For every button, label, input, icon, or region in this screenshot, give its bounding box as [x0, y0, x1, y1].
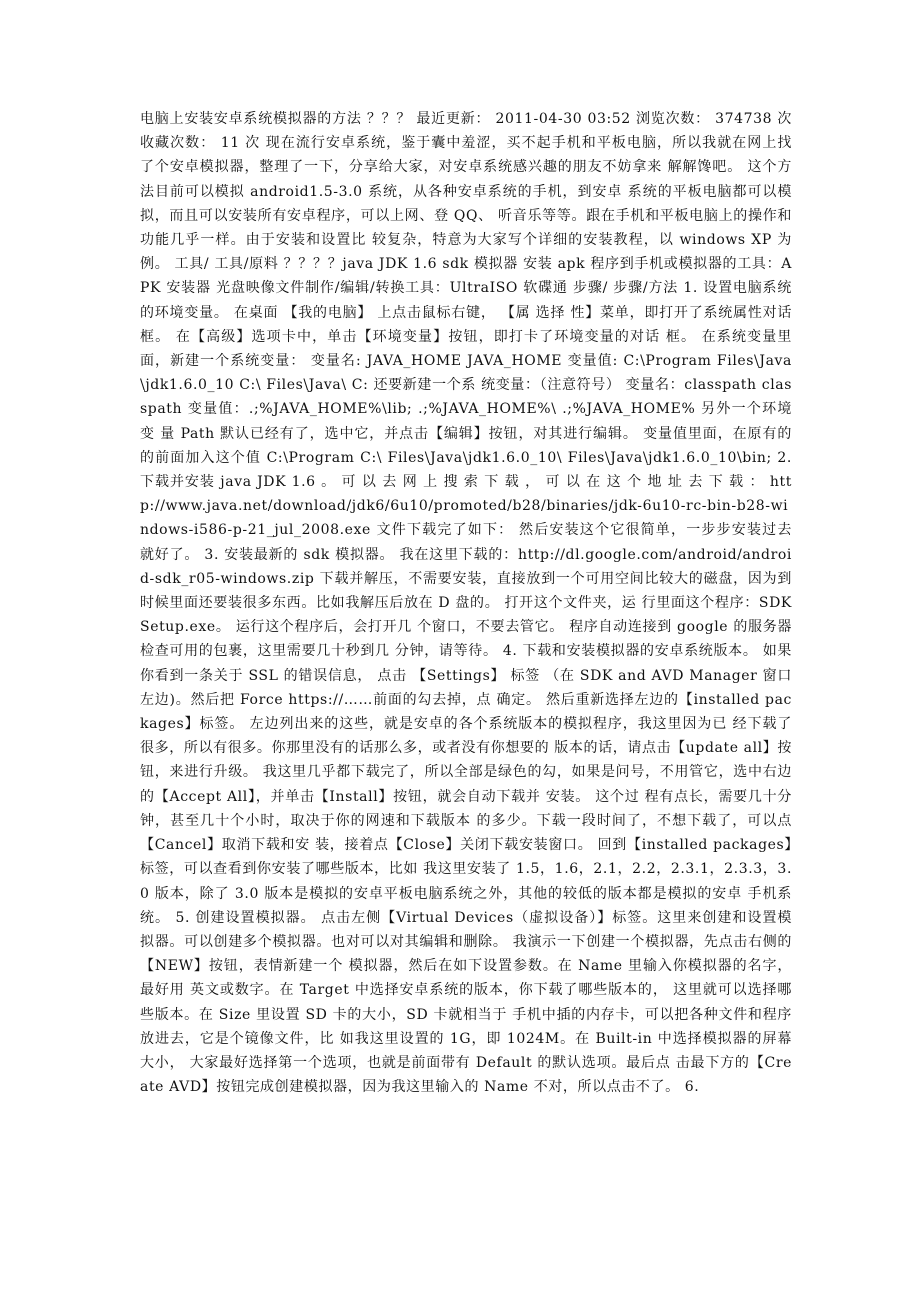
- article-paragraph: 电脑上安装安卓系统模拟器的方法 ？？？ 最近更新： 2011-04-30 03:52 浏览次数： 374738 次 收藏次数： 11 次 现在流行安卓系统，鉴于囊中羞涩，买不起手机和平板电脑，所以我就在网上找 了个安卓模拟器，整理了一下，分享给大家，对安卓系统感兴趣的朋友不妨拿来 解解馋吧。 这个方法目前可以模拟 android1.5-3.0 系统，从各种安卓系统的手机，到安卓 系统的平板电脑都可以模拟，而且可以安装所有安卓程序，可以上网、登 QQ、 听音乐等等。跟在手机和平板电脑上的操作和功能几乎一样。由于安装和设置比 较复杂，特意为大家写个详细的安装教程，以 windows XP 为例。 工具/ 工具/原料 ？？？？java JDK 1.6 sdk 模拟器 安装 apk 程序到手机或模拟器的工具：APK 安装器 光盘映像文件制作/编辑/转换工具：UltraISO 软碟通 步骤/ 步骤/方法 1. 设置电脑系统的环境变量。 在桌面 【我的电脑】 上点击鼠标右键， 【属 选择 性】菜单，即打开了系统属性对话框。 在【高级】选项卡中，单击【环境变量】按钮，即打卡了环境变量的对话 框。 在系统变量里面，新建一个系统变量： 变量名: JAVA_HOME JAVA_HOME 变量值: C:\Program Files\Java\jdk1.6.0_10 C:\ Files\Java\ C: 还要新建一个系 统变量：（注意符号） 变量名：classpath classpath 变量值：.;%JAVA_HOME%\lib; .;%JAVA_HOME%\ .;%JAVA_HOME% 另外一个环境变 量 Path 默认已经有了，选中它，并点击【编辑】按钮，对其进行编辑。 变量值里面，在原有的的前面加入这个值 C:\Program C:\ Files\Java\jdk1.6.0_10\ Files\Java\jdk1.6.0_10\bin; 2. 下载并安装 java JDK 1.6 。 可 以 去 网 上 搜 索 下 载 ， 可 以 在 这 个 地 址 去 下 载 ： http://www.java.net/download/jdk6/6u10/promoted/b28/binaries/jdk-6u10-rc-bin-b28-windows-i586-p-21_jul_2008.exe 文件下载完了如下： 然后安装这个它很简单，一步步安装过去 就好了。 3. 安装最新的 sdk 模拟器。 我在这里下载的：http://dl.google.com/android/android-sdk_r05-windows.zip 下载并解压，不需要安装，直接放到一个可用空间比较大的磁盘，因为到 时候里面还要装很多东西。比如我解压后放在 D 盘的。 打开这个文件夹，运 行里面这个程序：SDK Setup.exe。 运行这个程序后，会打开几 个窗口，不要去管它。 程序自动连接到 google 的服务器检查可用的包裹，这里需要几十秒到几 分钟，请等待。 4. 下载和安装模拟器的安卓系统版本。 如果你看到一条关于 SSL 的错误信息， 点击 【Settings】 标签 （在 SDK and AVD Manager 窗口左边)。然后把 Force https://……前面的勾去掉，点 确定。 然后重新选择左边的【installed packages】标签。 左边列出来的这些，就是安卓的各个系统版本的模拟程序，我这里因为已 经下载了很多，所以有很多。你那里没有的话那么多，或者没有你想要的 版本的话，请点击【update all】按钮，来进行升级。 我这里几乎都下载完了，所以全部是绿色的勾，如果是问号，不用管它，选中右边的【Accept All】，并单击【Install】按钮，就会自动下载并 安装。 这个过 程有点长，需要几十分钟，甚至几十个小时，取决于你的网速和下载版本 的多少。下载一段时间了，不想下载了，可以点【Cancel】取消下载和安 装，接着点【Close】关闭下载安装窗口。 回到【installed packages】标签，可以查看到你安装了哪些版本，比如 我这里安装了 1.5，1.6，2.1，2.2，2.3.1，2.3.3，3.0 版本，除了 3.0 版本是模拟的安卓平板电脑系统之外，其他的较低的版本都是模拟的安卓 手机系统。 5. 创建设置模拟器。 点击左侧【Virtual Devices（虚拟设备）】标签。这里来创建和设置模 拟器。可以创建多个模拟器。也对可以对其编辑和删除。 我演示一下创建一个模拟器，先点击右侧的【NEW】按钮，表情新建一个 模拟器，然后在如下设置参数。在 Name 里输入你模拟器的名字，最好用 英文或数字。在 Target 中选择安卓系统的版本，你下载了哪些版本的， 这里就可以选择哪些版本。在 Size 里设置 SD 卡的大小，SD 卡就相当于 手机中插的内存卡，可以把各种文件和程序放进去，它是个镜像文件，比 如我这里设置的 1G，即 1024M。在 Built-in 中选择模拟器的屏幕大小， 大家最好选择第一个选项，也就是前面带有 Default 的默认选项。最后点 击最下方的【Create AVD】按钮完成创建模拟器，因为我这里输入的 Name 不对，所以点击不了。 6.: [140, 111, 792, 1096]
- article-body: [140, 107, 792, 1099]
